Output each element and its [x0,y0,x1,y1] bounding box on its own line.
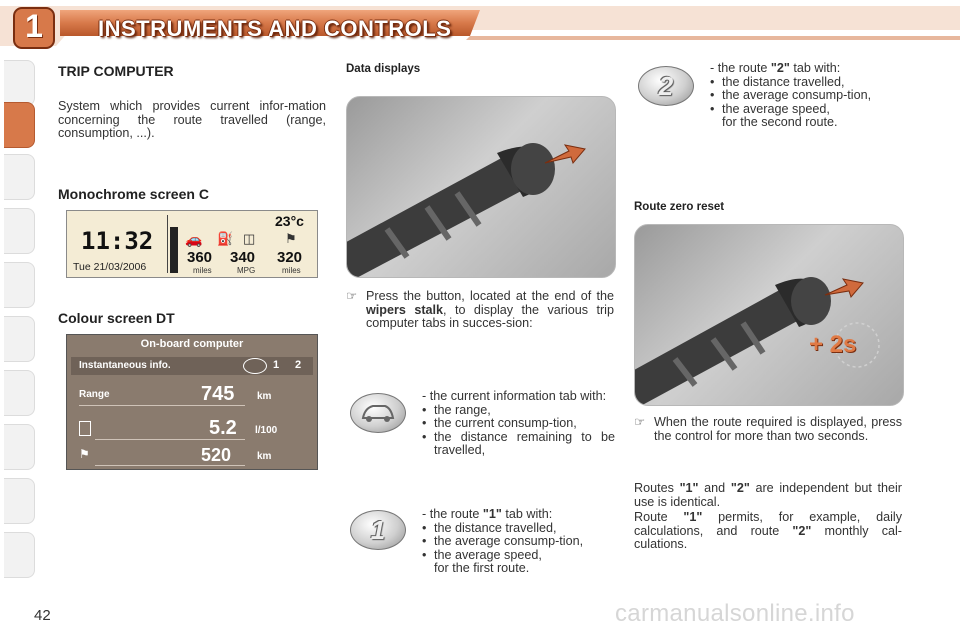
mono-car-icon: 🚗 [185,231,203,247]
para1-d: "2" [730,481,750,495]
route-2-bold: "2" [770,61,790,75]
mono-unit-1: miles [193,266,212,275]
chapter-badge [12,6,56,50]
route-2-post: tab with: [789,61,841,75]
route-2-tab-line [710,62,903,76]
side-tab-active[interactable] [4,102,35,148]
watermark: carmanualsonline.info [615,600,855,627]
current-info-tab-list [422,404,615,458]
route-2-tab-block [710,62,903,130]
fuel-pump-icon [79,421,91,436]
wiper-stalk-photo [346,96,616,278]
para1-b: "1" [679,481,699,495]
para1-c: and [698,481,731,495]
colour-row-label: Range [79,389,110,400]
route-2-footer: for the second route. [722,115,838,129]
intro-paragraph: System which provides current infor-mation concerning the route travelled (range, consumption, ...). [58,99,326,140]
route-1-tab-line [422,508,615,522]
route-1-pre: - the route [422,507,483,521]
page-number: 42 [34,607,51,624]
chapter-number: 1 [25,8,43,44]
route-2-list [710,76,903,117]
para2-a: Route [634,510,684,524]
colour-row-range [71,383,313,407]
side-tab-strip [0,60,40,580]
route-1-tab-block [422,508,615,576]
para1-a: Routes [634,481,680,495]
list-item: • the distance travelled, [710,76,903,90]
monochrome-screen [66,210,318,278]
list-item: • the current consump-tion, [422,417,615,431]
side-tab[interactable] [4,316,35,362]
instruction-text-pre: Press the button, located at the end of the [366,289,614,303]
para2-c: permits, for example, daily calculations, and route [634,510,903,538]
mono-value-3: 320 [277,249,303,266]
instruction-paragraph [346,290,614,331]
route-1-list [422,522,615,563]
mono-value-2: 340 [230,249,256,266]
mono-divider [167,215,168,273]
route-2-number: 2 [658,71,674,101]
side-tab[interactable] [4,262,35,308]
section-heading-trip-computer: TRIP COMPUTER [58,63,174,79]
instruction-text-post: , to display the various trip computer tabs in succes-sion: [366,302,614,330]
colour-row-distance [71,445,313,469]
mono-unit-3: miles [282,266,301,275]
side-tab[interactable] [4,424,35,470]
reset-duration-badge: + 2s [809,331,857,358]
colour-screen-tab-1: 1 [273,359,280,371]
mono-temp: 23°c [275,213,304,229]
mono-screen-heading: Monochrome screen C [58,186,209,202]
colour-screen-tab-label: Instantaneous info. [79,360,171,371]
data-displays-heading: Data displays [346,63,421,75]
route-2-tab-icon [638,66,694,106]
mono-fuel-icon: ⛽ [217,231,234,246]
route-1-tab-icon [350,510,406,550]
para2-b: "1" [683,510,703,524]
colour-screen [66,334,318,470]
flag-icon: ⚑ [79,447,90,461]
side-tab[interactable] [4,154,35,200]
page-title: INSTRUMENTS AND CONTROLS [98,16,452,41]
side-tab[interactable] [4,208,35,254]
car-icon [351,394,405,432]
instruction-bullet-icon: ☞ [346,289,358,303]
routes-independent-paragraph [634,482,902,509]
mono-date: Tue 21/03/2006 [73,261,147,273]
list-item: • the average consump-tion, [422,535,615,549]
side-tab[interactable] [4,478,35,524]
side-tab[interactable] [4,370,35,416]
route-2-pre: - the route [710,61,771,75]
wiper-stalk-illustration [347,97,615,277]
colour-row-value: 5.2 [209,417,237,439]
route-zero-reset-heading: Route zero reset [634,201,725,213]
route-1-bold: "1" [482,507,502,521]
current-info-tab-line: - the current information tab with: [422,389,607,403]
colour-screen-heading: Colour screen DT [58,310,175,326]
reset-stalk-photo [634,224,904,406]
reset-stalk-illustration [635,225,903,405]
colour-row-value: 520 [201,445,232,465]
mono-side-indicator [170,227,178,273]
colour-row-unit: km [257,391,272,402]
list-item: • the average speed, [422,549,615,563]
mono-time: 11:32 [81,227,154,255]
para2-d: "2" [792,523,812,538]
colour-row-consumption [71,417,313,441]
list-item: • the distance travelled, [422,522,615,536]
current-info-tab-block [422,390,615,458]
list-item: • the average consump-tion, [710,89,903,103]
route-1-number: 1 [370,515,386,545]
reset-bullet-icon: ☞ [634,415,646,429]
side-tab[interactable] [4,532,35,578]
instruction-text-bold: wipers stalk [366,302,444,317]
colour-row-unit: l/100 [255,425,278,436]
list-item: • the distance remaining to be travelled, [422,431,615,458]
colour-row-value: 745 [201,383,235,405]
route-1-footer: for the first route. [434,561,530,575]
current-info-tab-icon [350,393,406,433]
list-item: • the range, [422,404,615,418]
para1-e: are independent but their use is identical. [634,481,902,509]
mono-gauge-icon: ◫ [243,231,256,246]
mono-unit-2: MPG [237,266,256,275]
list-item: • the average speed, [710,103,903,117]
mono-value-1: 360 [187,249,213,266]
colour-screen-title: On-board computer [140,338,244,350]
colour-screen-tab-2: 2 [295,359,302,371]
route-1-post: tab with: [501,507,553,521]
side-tab[interactable] [4,60,35,106]
mono-flag-icon: ⚑ [285,231,297,246]
reset-instruction-text: When the route required is displayed, press the control for more than two seconds. [654,415,902,443]
colour-row-unit: km [257,451,272,462]
route-usage-paragraph [634,511,902,552]
reset-instruction [634,416,902,443]
colour-screen-car-icon [243,358,267,374]
para2-e: monthly cal-culations. [634,523,902,551]
